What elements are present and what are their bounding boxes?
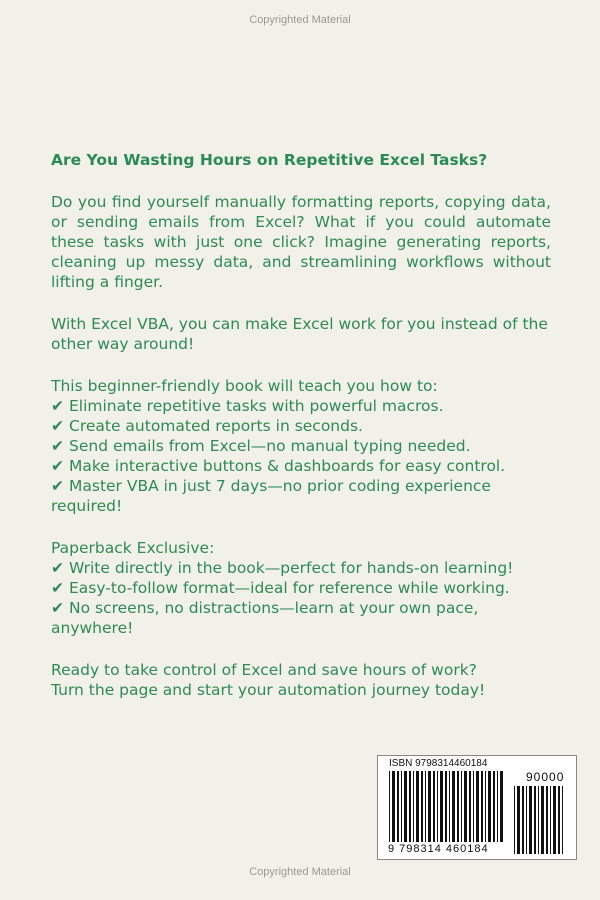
price-code: 90000: [526, 770, 565, 784]
checkmark-icon: ✔: [51, 457, 64, 475]
teach-section: [51, 376, 551, 516]
paperback-title: Paperback Exclusive:: [51, 539, 215, 557]
barcode-bar: [497, 771, 498, 842]
barcode-bar: [541, 786, 544, 854]
barcode-bar: [425, 771, 426, 842]
barcode-bar: [562, 786, 563, 854]
barcode-bar: [481, 771, 483, 842]
barcode-bar: [404, 771, 407, 842]
barcode-bar: [421, 771, 423, 842]
paperback-item: ✔ No screens, no distractions—learn at your own pace, anywhere!: [51, 599, 479, 637]
barcode-bar: [445, 771, 447, 842]
copyright-watermark-bottom: Copyrighted Material: [249, 866, 351, 878]
paperback-section: [51, 538, 551, 638]
barcode-bar: [437, 771, 438, 842]
checkmark-icon: ✔: [51, 477, 64, 495]
barcode-bar: [452, 771, 455, 842]
copyright-watermark-top: Copyrighted Material: [249, 14, 351, 26]
barcode-bar: [428, 771, 431, 842]
vba-paragraph: With Excel VBA, you can make Excel work for you instead of the other way around!: [51, 315, 548, 353]
teach-item: ✔ Create automated reports in seconds.: [51, 417, 363, 435]
barcode-bar: [461, 771, 462, 842]
barcode-bar: [413, 771, 414, 842]
back-cover-text: [51, 150, 551, 722]
barcode-bar: [476, 771, 479, 842]
barcode-bar: [553, 786, 556, 854]
barcode-bar: [473, 771, 474, 842]
teach-item: ✔ Eliminate repetitive tasks with powerful macros.: [51, 397, 444, 415]
checkmark-icon: ✔: [51, 559, 64, 577]
checkmark-icon: ✔: [51, 579, 64, 597]
barcode-bar: [392, 771, 395, 842]
barcode-bar: [416, 771, 419, 842]
barcode-bar: [389, 771, 390, 842]
barcode-bar: [500, 771, 503, 842]
barcode-digits: 9 798314 460184: [388, 843, 489, 855]
barcode-bar: [526, 786, 527, 854]
barcode-bar: [546, 786, 548, 854]
barcode-bar: [522, 786, 524, 854]
isbn-barcode: [377, 755, 577, 860]
barcode-bar: [558, 786, 560, 854]
closing-section: [51, 660, 551, 700]
teach-intro: This beginner-friendly book will teach you how to:: [51, 377, 438, 395]
barcode-bar: [464, 771, 467, 842]
barcode-bar: [397, 771, 399, 842]
paperback-item: ✔ Easy-to-follow format—ideal for reference while working.: [51, 579, 510, 597]
barcode-bar: [401, 771, 402, 842]
intro-paragraph: Do you find yourself manually formatting reports, copying data, or sending emails from Excel? What if you could automate these tasks with just one click? Imagine generating reports, cleaning up messy data, and streamlining workflows without lifting a finger.: [51, 193, 551, 291]
barcode-bar: [469, 771, 471, 842]
closing-line: Turn the page and start your automation journey today!: [51, 681, 486, 699]
barcode-bar: [538, 786, 539, 854]
barcode-bar: [550, 786, 551, 854]
checkmark-icon: ✔: [51, 417, 64, 435]
checkmark-icon: ✔: [51, 437, 64, 455]
barcode-bar: [517, 786, 520, 854]
barcode-bar: [514, 786, 515, 854]
barcode-bar: [529, 786, 532, 854]
barcode-bar: [440, 771, 443, 842]
checkmark-icon: ✔: [51, 397, 64, 415]
closing-line: Ready to take control of Excel and save hours of work?: [51, 661, 477, 679]
paperback-item: ✔ Write directly in the book—perfect for hands-on learning!: [51, 559, 514, 577]
teach-item: ✔ Make interactive buttons & dashboards for easy control.: [51, 457, 506, 475]
barcode-bar: [457, 771, 459, 842]
barcode-bar: [485, 771, 486, 842]
barcode-bar: [488, 771, 491, 842]
isbn-label: ISBN 9798314460184: [389, 758, 488, 769]
barcode-bar: [409, 771, 411, 842]
teach-item: ✔ Send emails from Excel—no manual typing needed.: [51, 437, 471, 455]
teach-item: ✔ Master VBA in just 7 days—no prior coding experience required!: [51, 477, 491, 515]
barcode-bar: [449, 771, 450, 842]
barcode-bar: [433, 771, 435, 842]
checkmark-icon: ✔: [51, 599, 64, 617]
headline: Are You Wasting Hours on Repetitive Excel Tasks?: [51, 151, 488, 169]
barcode-bar: [493, 771, 495, 842]
barcode-bar: [534, 786, 536, 854]
